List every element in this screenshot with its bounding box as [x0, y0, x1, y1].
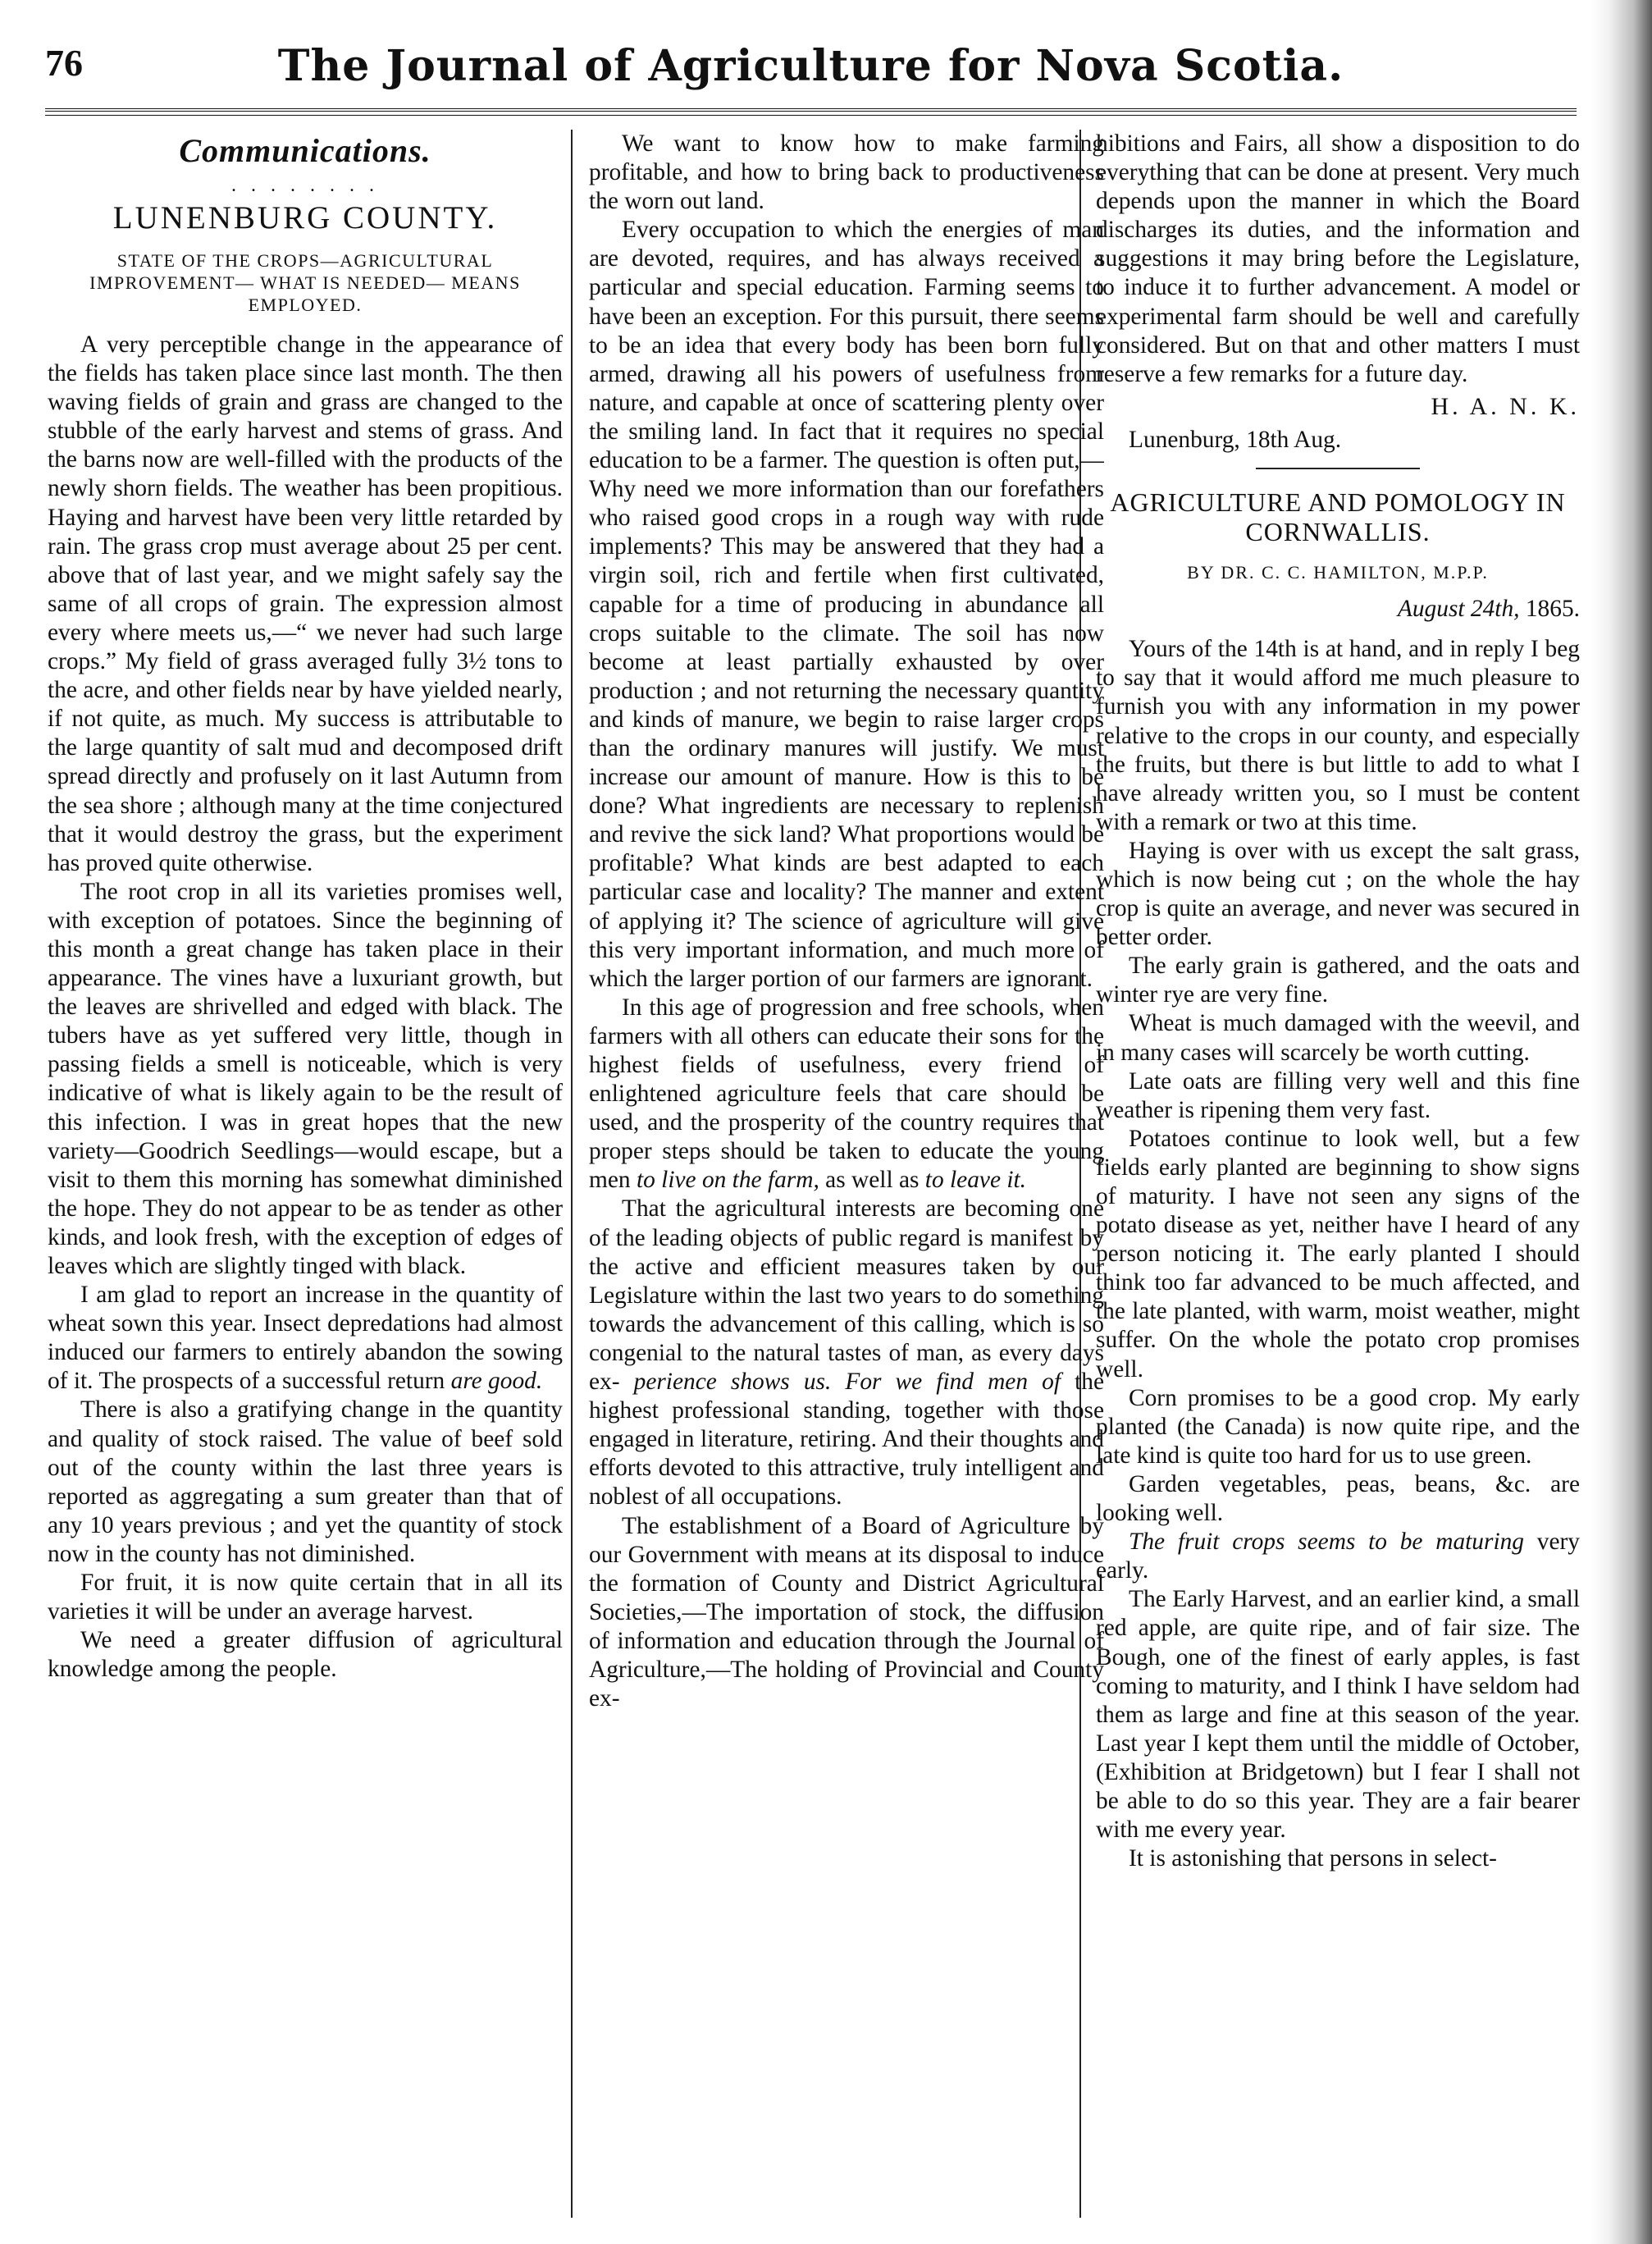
paragraph: A very perceptible change in the appearance of the fields has taken place since last month. The then waving fields of grain and grass are changed to the stubble of the early harvest and stems of grass. And the barns now are well-filled with the products of the newly shorn fields. The weather has been propitious. Haying and harvest have been very little retarded by rain. The grass crop must average about 25 per cent. above that of last year, and we might safely say the same of all crops of grain. The expression almost every where meets us,—“ we never had such large crops.” My field of grass averaged fully 3½ tons to the acre, and other fields near by have yielded nearly, if not quite, as much. My success is attributable to the large quantity of salt mud and decomposed drift spread directly and profusely on it last Autumn from the sea shore ; although many at the time conjectured that it would destroy the grass, but the experiment has proved quite otherwise. — [48, 331, 563, 876]
text: I am glad to report an increase in the quantity of wheat sown this year. Insect depredations had almost induced our farmers to entirely abandon the sowing of it. The prospects of a successful return — [48, 1282, 563, 1395]
text: very early. — [1096, 1529, 1580, 1584]
text: 1865. — [1525, 596, 1580, 623]
italic-text: to live on the farm, — [636, 1167, 819, 1194]
column-3 — [1096, 130, 1580, 2214]
page-header — [45, 41, 1577, 98]
paragraph: The root crop in all its varieties promises well, with exception of potatoes. Since the beginning of this month a great change has taken place in their appearance. The vines have a luxuriant growth, but the leaves are shrivelled and edged with black. The tubers have as yet suffered very little, though in passing fields a smell is noticeable, which is very indicative of what is likely again to be the result of this infection. I was in great hopes that the new variety—Goodrich Seedlings—would escape, but a visit to them this morning has somewhat diminished the hope. They do not appear to be as tender as other kinds, and look fresh, with the exception of edges of leaves which are slightly tinged with black. — [48, 878, 563, 1279]
section-ornament: . . . . . . . . — [231, 175, 379, 196]
byline: BY DR. C. C. HAMILTON, M.P.P. — [1187, 562, 1489, 583]
section-title: Communications. — [179, 132, 431, 169]
paragraph: The Early Harvest, and an earlier kind, a small red apple, are quite ripe, and of fair size. The Bough, one of the finest of early apples, is fast coming to maturity, and I think I have seldom had them as large and fine at this season of the year. Last year I kept them until the middle of October, (Exhibition at Bridgetown) but I fear I shall not be able to do so this year. They are a fair bearer with me every year. — [1096, 1586, 1580, 1844]
article-subheading: STATE OF THE CROPS—AGRICULTURAL IMPROVEMENT— WHAT IS NEEDED— MEANS EMPLOYED. — [89, 250, 521, 315]
paragraph — [48, 1281, 563, 1396]
paragraph — [589, 1195, 1104, 1511]
paragraph: Wheat is much damaged with the weevil, and in many cases will scarcely be worth cutting. — [1096, 1010, 1580, 1066]
text: That the agricultural interests are becoming one of the leading objects of public regard is manifest by the active and efficient measures taken by our Legislature within the last two years to do something towards the advancement of this calling, which is so congenial to the natural tastes of man, as every days ex- — [589, 1195, 1104, 1396]
article-heading: LUNENBURG COUNTY. — [112, 200, 498, 235]
paragraph: We need a greater diffusion of agricultural knowledge among the people. — [48, 1627, 563, 1683]
paragraph: We want to know how to make farming profitable, and how to bring back to productiveness the worn out land. — [589, 130, 1104, 215]
page-edge-shadow — [1590, 0, 1652, 2244]
dateline: Lunenburg, 18th Aug. — [1129, 426, 1342, 453]
paragraph: Every occupation to which the energies of man are devoted, requires, and has always received a particular and special education. Farming seems to have been an exception. For this pursuit, there seems to be an idea that every body has been born fully armed, drawing all his powers of usefulness from nature, and capable at once of scattering plenty over the smiling land. In fact that it requires no special education to be a farmer. The question is often put,— Why need we more information than our forefathers who raised good crops in a rough way with rude implements? This may be answered that they had a virgin soil, rich and fertile when first cultivated, capable for a time of producing in abundance all crops suitable to the climate. The soil has now become at least partially exhausted by over production ; and not returning the necessary quantity and kinds of manure, we begin to raise larger crops than the ordinary manures will justify. We must increase our amount of manure. How is this to be done? What ingredients are necessary to replenish and revive the sick land? What proportions would be profitable? What kinds are best adapted to each particular case and locality? The manner and extent of applying it? The science of agriculture will give this very important information, and much more of which the larger portion of our farmers are ignorant. — [589, 217, 1104, 992]
letter-date — [1096, 595, 1580, 624]
paragraph: Late oats are filling very well and this fine weather is ripening them very fast. — [1096, 1067, 1580, 1123]
italic-text: perience shows us. For we find men of — [633, 1369, 1061, 1396]
italic-text: to leave it. — [924, 1167, 1027, 1194]
paragraph: Yours of the 14th is at hand, and in reply I beg to say that it would afford me much pleasure to furnish you with any information in my power relative to the crops in our county, and especially the fruits, but there is but little to add to what I have already written you, so I must be content with a remark or two at this time. — [1096, 636, 1580, 835]
text: the highest professional standing, together with those engaged in literature, retiring. And their thoughts and efforts devoted to this attractive, truly intelligent and noblest of all occupations. — [589, 1369, 1104, 1510]
paragraph: Haying is over with us except the salt grass, which is now being cut ; on the whole the hay crop is quite an average, and never was secured in better order. — [1096, 837, 1580, 951]
paragraph — [1096, 1528, 1580, 1585]
journal-title: The Journal of Agriculture for Nova Scotia. — [277, 41, 1344, 91]
paragraph: It is astonishing that persons in select- — [1129, 1845, 1497, 1872]
column-1 — [48, 130, 563, 2214]
text: In this age of progression and free schools, when farmers with all others can educate their sons for the highest fields of usefulness, every friend of enlightened agriculture feels that care should be used, and the prosperity of the country requires that proper steps should be taken to educate the young men — [589, 994, 1104, 1194]
header-rule — [45, 108, 1577, 116]
signature: H. A. N. K. — [1431, 392, 1580, 420]
article-heading: AGRICULTURE AND POMOLOGY IN CORNWALLIS. — [1110, 487, 1566, 547]
italic-text: August 24th, — [1397, 596, 1520, 623]
italic-text: are good. — [450, 1368, 543, 1395]
paragraph: Corn promises to be a good crop. My early planted (the Canada) is now quite ripe, and the late kind is quite too hard for us to use green. — [1096, 1384, 1580, 1469]
paragraph: hibitions and Fairs, all show a disposition to do everything that can be done at present. Very much depends upon the manner in which the Board discharges its duties, and the information and suggestions it may bring before the Legislature, to induce it to further advancement. A model or experimental farm should be well and carefully considered. But on that and other matters I must reserve a few remarks for a future day. — [1096, 130, 1580, 387]
page-number: 76 — [45, 42, 83, 84]
paragraph: For fruit, it is now quite certain that in all its varieties it will be under an average harvest. — [48, 1570, 563, 1625]
paragraph: The establishment of a Board of Agriculture by our Government with means at its disposal to induce the formation of County and District Agricultural Societies,—The importation of stock, the diffusion of information and education through the Journal of Agriculture,—The holding of Provincial and County ex- — [589, 1512, 1104, 1712]
paragraph — [589, 994, 1104, 1195]
italic-text: The fruit crops seems to be maturing — [1129, 1529, 1524, 1556]
text: as well as — [825, 1167, 920, 1194]
paragraph: Garden vegetables, peas, beans, &c. are looking well. — [1096, 1470, 1580, 1527]
paragraph: Potatoes continue to look well, but a few fields early planted are beginning to show signs of maturity. I have not seen any signs of the potato disease as yet, neither have I heard of any person noticing it. The early planted I should think too far advanced to be much affected, and the late planted, with warm, moist weather, might suffer. On the whole the potato crop promises well. — [1096, 1125, 1580, 1383]
paragraph: The early grain is gathered, and the oats and winter rye are very fine. — [1096, 953, 1580, 1008]
column-2 — [589, 130, 1104, 2214]
paragraph: There is also a gratifying change in the quantity and quality of stock raised. The value of beef sold out of the county within the last three years is reported as aggregating a sum greater than that of any 10 years previous ; and yet the quantity of stock now in the county has not diminished. — [48, 1396, 563, 1567]
column-rule — [571, 130, 573, 2218]
separator-rule — [1256, 468, 1420, 469]
